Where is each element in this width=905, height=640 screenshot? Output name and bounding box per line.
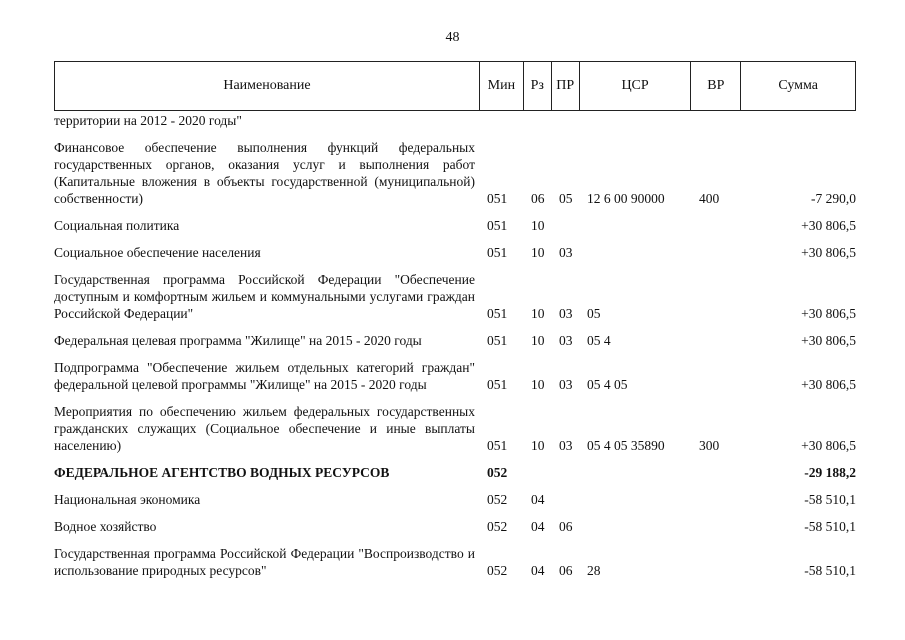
row-name: территории на 2012 - 2020 годы" <box>54 113 242 128</box>
row-rz: 04 <box>531 563 545 578</box>
table-row <box>54 403 856 454</box>
row-csr: 05 4 05 <box>587 377 628 392</box>
row-name: Мероприятия по обеспечению жильем федеральных государственных гражданских служащих (Социальное обеспечение и иные выплаты населению) <box>54 404 475 453</box>
row-sum: +30 806,5 <box>801 438 856 453</box>
row-pr: 03 <box>559 245 573 260</box>
table-row <box>54 464 856 481</box>
row-sum: -58 510,1 <box>804 519 856 534</box>
row-name: Федеральная целевая программа "Жилище" на 2015 - 2020 годы <box>54 333 422 348</box>
row-min: 051 <box>487 191 508 206</box>
row-csr: 28 <box>587 563 601 578</box>
row-min: 051 <box>487 333 508 348</box>
row-sum: +30 806,5 <box>801 218 856 233</box>
table-row <box>54 139 856 207</box>
row-rz: 04 <box>531 492 545 507</box>
row-vr: 400 <box>699 191 720 206</box>
row-sum: -58 510,1 <box>804 492 856 507</box>
table-row <box>54 518 856 535</box>
header-rz: Рз <box>523 62 551 110</box>
row-min: 051 <box>487 218 508 233</box>
row-pr: 06 <box>559 563 573 578</box>
table-row <box>54 112 856 129</box>
row-pr: 06 <box>559 519 573 534</box>
row-rz: 06 <box>531 191 545 206</box>
row-rz: 04 <box>531 519 545 534</box>
header-name: Наименование <box>223 78 311 93</box>
row-name: Государственная программа Российской Федерации "Воспроизводство и использование природных ресурсов" <box>54 546 475 578</box>
row-min: 052 <box>487 563 508 578</box>
row-name: Водное хозяйство <box>54 519 157 534</box>
row-sum: +30 806,5 <box>801 377 856 392</box>
table-row <box>54 545 856 579</box>
row-vr: 300 <box>699 438 720 453</box>
row-sum: -7 290,0 <box>811 191 856 206</box>
row-name: Социальная политика <box>54 218 180 233</box>
page-number: 48 <box>445 30 460 45</box>
row-csr: 12 6 00 90000 <box>587 191 665 206</box>
table-header <box>54 61 856 111</box>
table-row <box>54 491 856 508</box>
row-sum: +30 806,5 <box>801 306 856 321</box>
row-name: Финансовое обеспечение выполнения функций федеральных государственных органов, оказания услуг и выполнения работ (Капитальные вложения в объекты государственной (муниципальной) собственности) <box>54 140 475 206</box>
row-rz: 10 <box>531 245 545 260</box>
table-row <box>54 332 856 349</box>
header-vr: ВР <box>690 62 740 110</box>
row-min: 051 <box>487 438 508 453</box>
header-sum: Сумма <box>740 62 855 110</box>
row-min: 051 <box>487 306 508 321</box>
row-min: 051 <box>487 377 508 392</box>
header-csr: ЦСР <box>579 62 691 110</box>
row-pr: 05 <box>559 191 573 206</box>
row-csr: 05 4 <box>587 333 611 348</box>
table-row <box>54 359 856 393</box>
row-min: 052 <box>487 492 508 507</box>
row-min: 052 <box>487 465 508 480</box>
row-sum: -58 510,1 <box>804 563 856 578</box>
row-name: ФЕДЕРАЛЬНОЕ АГЕНТСТВО ВОДНЫХ РЕСУРСОВ <box>54 465 390 480</box>
row-sum: -29 188,2 <box>804 465 856 480</box>
budget-table-body <box>54 112 856 579</box>
row-sum: +30 806,5 <box>801 245 856 260</box>
row-rz: 10 <box>531 218 545 233</box>
row-rz: 10 <box>531 333 545 348</box>
table-row <box>54 271 856 322</box>
row-pr: 03 <box>559 333 573 348</box>
table-row <box>54 244 856 261</box>
row-min: 051 <box>487 245 508 260</box>
row-csr: 05 4 05 35890 <box>587 438 665 453</box>
row-name: Национальная экономика <box>54 492 201 507</box>
row-rz: 10 <box>531 377 545 392</box>
row-pr: 03 <box>559 438 573 453</box>
row-rz: 10 <box>531 306 545 321</box>
row-name: Социальное обеспечение населения <box>54 245 261 260</box>
row-csr: 05 <box>587 306 601 321</box>
row-pr: 03 <box>559 377 573 392</box>
table-row <box>54 217 856 234</box>
row-sum: +30 806,5 <box>801 333 856 348</box>
row-name: Государственная программа Российской Федерации "Обеспечение доступным и комфортным жильем и коммунальными услугами граждан Российской Федерации" <box>54 272 475 321</box>
row-name: Подпрограмма "Обеспечение жильем отдельных категорий граждан" федеральной целевой программы "Жилище" на 2015 - 2020 годы <box>54 360 475 392</box>
header-pr: ПР <box>551 62 579 110</box>
row-pr: 03 <box>559 306 573 321</box>
row-rz: 10 <box>531 438 545 453</box>
row-min: 052 <box>487 519 508 534</box>
header-min: Мин <box>479 62 523 110</box>
